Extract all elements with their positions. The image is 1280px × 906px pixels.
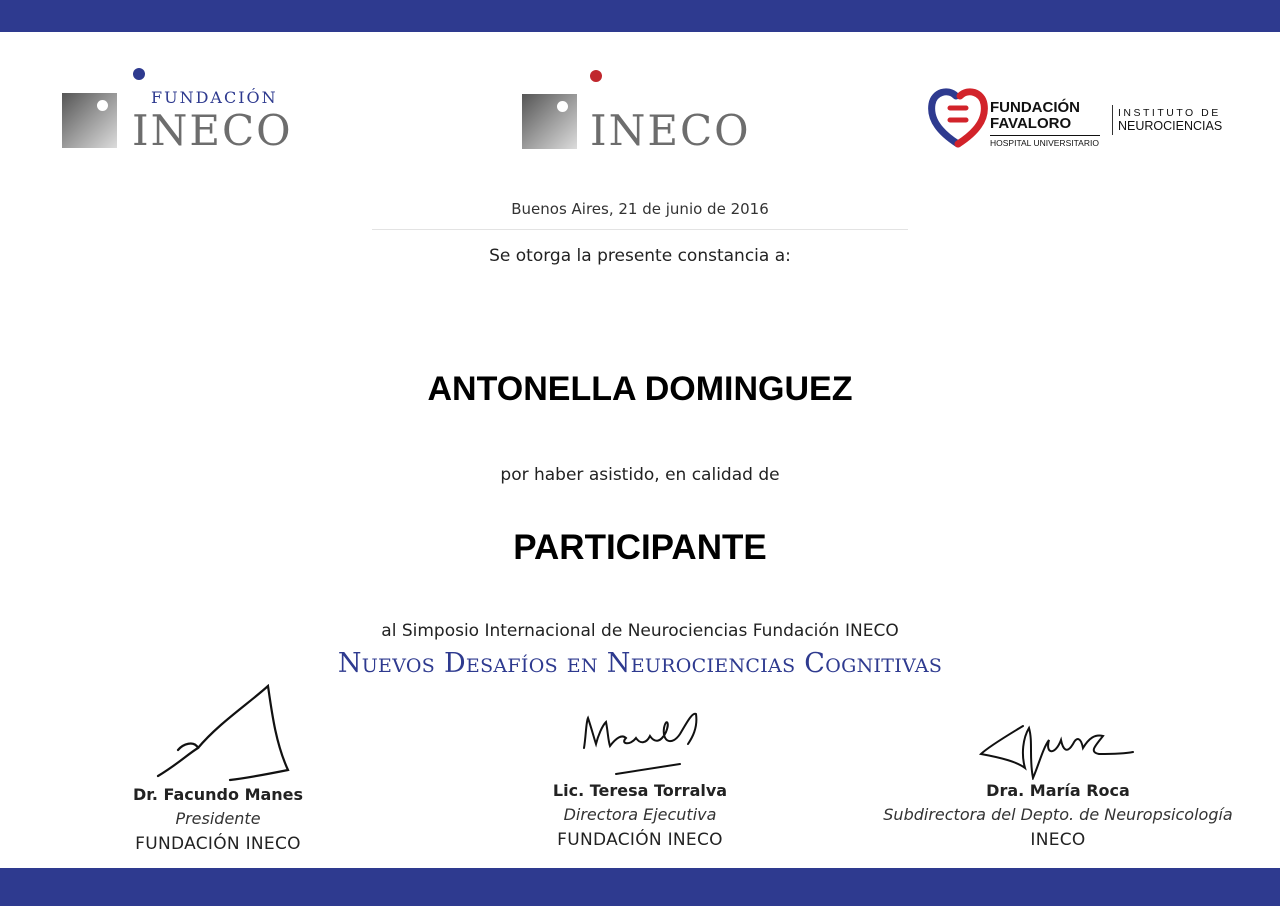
logo-square-icon — [522, 94, 577, 149]
signature-block-roca — [870, 718, 1246, 852]
handwritten-signature-icon — [138, 684, 298, 784]
logo-divider — [1112, 105, 1113, 135]
handwritten-signature-icon — [973, 718, 1143, 780]
logo-blue-dot — [133, 68, 145, 80]
instituto-text: INSTITUTO DE — [1118, 107, 1221, 119]
bottom-band — [0, 868, 1280, 906]
favaloro-name: FUNDACIÓN FAVALORO — [990, 99, 1080, 132]
certificate-date: Buenos Aires, 21 de junio de 2016 — [511, 200, 769, 218]
signatory-name: Dr. Facundo Manes — [132, 785, 304, 804]
signatory-org: INECO — [1030, 830, 1086, 850]
event-line: al Simposio Internacional de Neurociencias Fundación INECO — [381, 621, 899, 641]
recipient-name: ANTONELLA DOMINGUEZ — [427, 370, 853, 408]
signatory-org: FUNDACIÓN INECO — [135, 834, 301, 854]
participant-role: PARTICIPANTE — [513, 528, 767, 567]
logo-ineco-text: INECO — [132, 106, 293, 155]
fundacion-ineco-logo — [62, 66, 302, 156]
divider-line — [372, 229, 908, 230]
top-band — [0, 0, 1280, 32]
logo-ineco-text: INECO — [590, 106, 751, 155]
signature-block-torralva — [520, 708, 760, 852]
event-title: Nuevos Desafíos en Neurociencias Cognitivas — [337, 648, 943, 679]
heart-icon — [928, 86, 988, 150]
signatory-org: FUNDACIÓN INECO — [557, 830, 723, 850]
logo-fundacion-text: FUNDACIÓN — [151, 88, 278, 107]
certificate-reason: por haber asistido, en calidad de — [500, 465, 780, 485]
neurociencias-text: NEUROCIENCIAS — [1118, 119, 1223, 133]
favaloro-hospital-text: HOSPITAL UNIVERSITARIO — [990, 135, 1100, 148]
signatory-title: Subdirectora del Depto. de Neuropsicología — [883, 805, 1233, 824]
signatory-title: Directora Ejecutiva — [563, 805, 717, 824]
ineco-logo — [522, 68, 752, 158]
signatory-name: Dra. María Roca — [986, 781, 1130, 800]
logo-red-dot — [590, 70, 602, 82]
signatory-title: Presidente — [175, 809, 261, 828]
certificate-intro: Se otorga la presente constancia a: — [489, 246, 791, 266]
favaloro-logo — [928, 86, 1238, 150]
signatory-name: Lic. Teresa Torralva — [552, 781, 728, 800]
logo-square-icon — [62, 93, 117, 148]
handwritten-signature-icon — [560, 708, 720, 780]
signature-block-manes — [108, 684, 328, 856]
